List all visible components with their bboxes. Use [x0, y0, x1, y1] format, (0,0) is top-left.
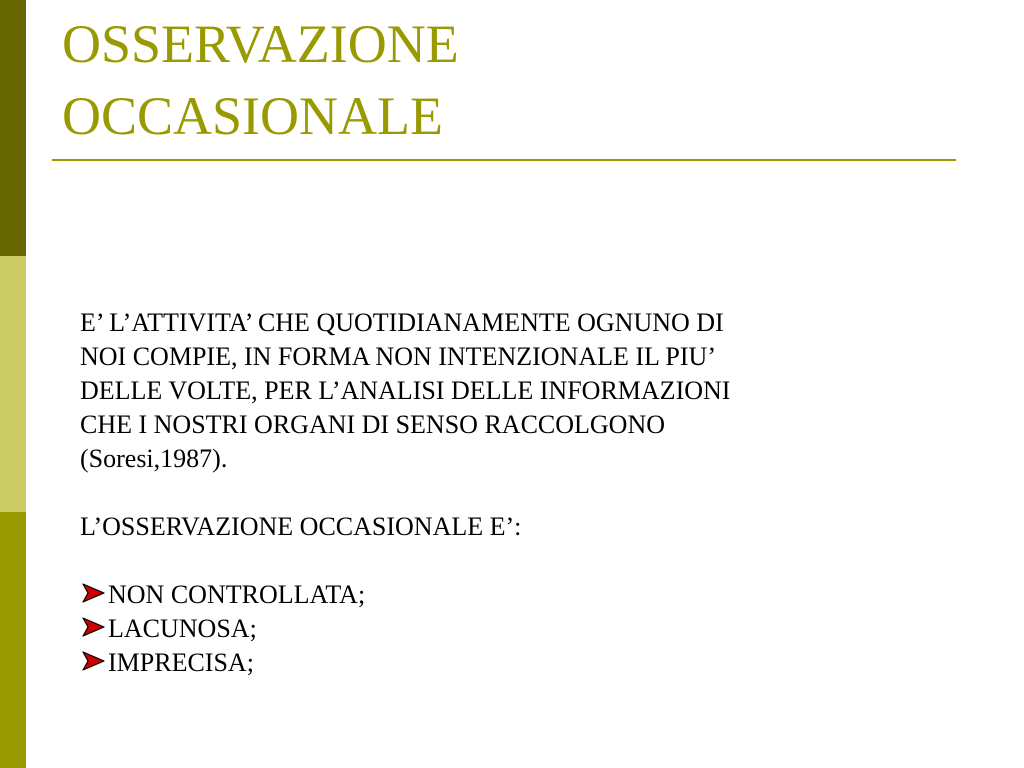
slide-title	[62, 8, 942, 152]
bullet-text: LACUNOSA;	[108, 614, 257, 643]
arrow-right-icon	[80, 582, 108, 604]
arrow-right-icon	[80, 616, 108, 638]
bullet-item	[80, 646, 960, 680]
bullet-item	[80, 578, 960, 612]
sidebar-block-light	[0, 256, 26, 512]
intro-label: L’OSSERVAZIONE OCCASIONALE E’:	[80, 512, 522, 541]
slide-title-line: OCCASIONALE	[62, 86, 444, 146]
spacer	[80, 544, 960, 578]
paragraph-line: DELLE VOLTE, PER L’ANALISI DELLE INFORMAZIONI	[80, 376, 731, 405]
bullet-item	[80, 612, 960, 646]
paragraph-line: NOI COMPIE, IN FORMA NON INTENZIONALE IL PIU’	[80, 342, 716, 371]
definition-paragraph	[80, 306, 960, 476]
arrow-right-icon	[80, 650, 108, 672]
paragraph-line: CHE I NOSTRI ORGANI DI SENSO RACCOLGONO	[80, 410, 666, 439]
paragraph-line: E’ L’ATTIVITA’ CHE QUOTIDIANAMENTE OGNUNO DI	[80, 308, 724, 337]
title-divider	[52, 159, 956, 161]
slide-title-line: OSSERVAZIONE	[62, 14, 459, 74]
bullet-text: NON CONTROLLATA;	[108, 580, 366, 609]
bullet-list	[80, 578, 960, 680]
spacer	[80, 476, 960, 510]
sidebar-block-mid	[0, 512, 26, 768]
paragraph-line: (Soresi,1987).	[80, 444, 228, 473]
bullet-text: IMPRECISA;	[108, 648, 254, 677]
slide-body	[80, 306, 960, 680]
sidebar-block-dark	[0, 0, 26, 256]
